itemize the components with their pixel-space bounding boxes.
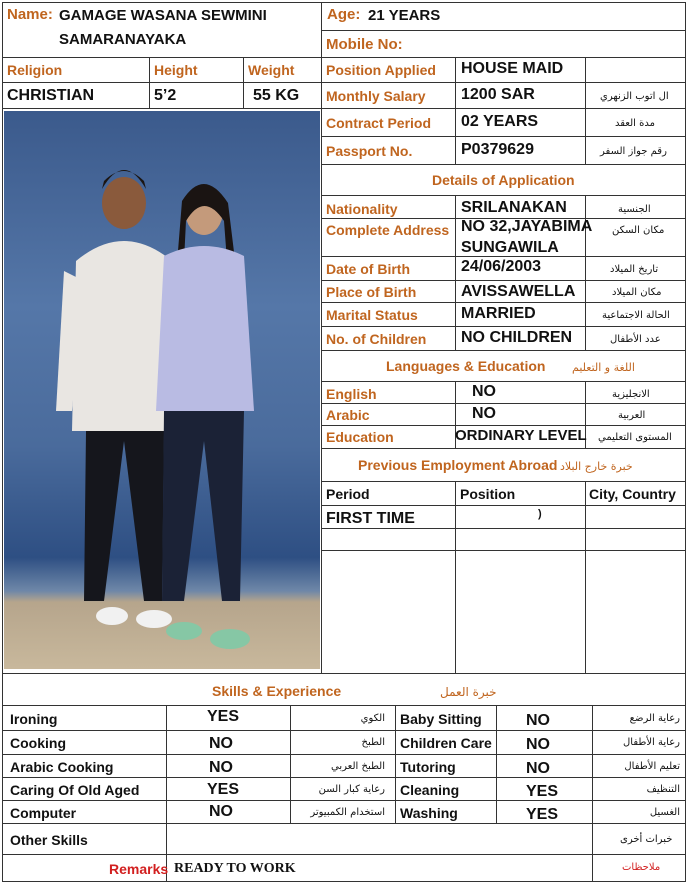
frame-right xyxy=(685,2,686,882)
rline-sal xyxy=(321,108,685,109)
skill-right-label: Tutoring xyxy=(400,759,456,775)
sv-4 xyxy=(496,705,497,823)
skill-right-value: YES xyxy=(526,806,559,823)
dob-label: Date of Birth xyxy=(326,261,410,277)
languages-section-title: Languages & Education xyxy=(386,358,546,374)
skill-right-value: NO xyxy=(526,712,550,729)
rline-emp1 xyxy=(321,528,685,529)
languages-section-arabic: اللغة و التعليم xyxy=(572,361,635,374)
rline-pass xyxy=(321,164,685,165)
passport-label: Passport No. xyxy=(326,143,413,159)
pob-arabic: مكان الميلاد xyxy=(612,287,662,298)
contract-value: 02 YEARS xyxy=(461,113,539,130)
rline-dob xyxy=(321,280,685,281)
address-value-line1: NO 32,JAYABIMA xyxy=(461,218,593,235)
divider-phys-hdr xyxy=(2,82,322,83)
arabic-value: NO xyxy=(472,405,496,422)
frame-top xyxy=(2,2,686,3)
remarks-value: READY TO WORK xyxy=(174,861,296,876)
sline-2 xyxy=(2,754,686,755)
skill-right-value: NO xyxy=(526,760,550,777)
skill-left-value: NO xyxy=(209,735,233,752)
divider-main xyxy=(321,2,322,673)
divider-v2 xyxy=(243,57,244,108)
other-skills-arabic: خبرات أخرى xyxy=(620,834,673,845)
rline-eng xyxy=(321,403,685,404)
skill-left-label: Cooking xyxy=(10,735,66,751)
nationality-value: SRILANAKAN xyxy=(461,199,567,216)
applicant-photo xyxy=(4,111,320,669)
arabic-label: Arabic xyxy=(326,407,370,423)
english-value: NO xyxy=(472,383,496,400)
skills-section-arabic: خبرة العمل xyxy=(440,685,497,699)
religion-value: CHRISTIAN xyxy=(7,87,95,104)
address-arabic: مكان السكن xyxy=(612,225,665,236)
skill-right-value: NO xyxy=(526,736,550,753)
remarks-label: Remarks xyxy=(109,861,169,877)
skill-left-arabic: استخدام الكمبيوتر xyxy=(310,807,385,818)
skill-right-arabic: تعليم الأطفال xyxy=(624,761,680,772)
skill-left-label: Computer xyxy=(10,805,77,821)
skill-right-arabic: الغسيل xyxy=(649,807,680,818)
rline-mobile xyxy=(321,57,685,58)
address-label: Complete Address xyxy=(326,222,450,238)
skill-right-arabic: التنظيف xyxy=(646,784,680,795)
height-label: Height xyxy=(154,62,198,78)
skill-left-value: YES xyxy=(207,708,240,725)
rv-ar-d xyxy=(585,481,586,673)
employment-col-position: Position xyxy=(460,486,516,502)
sline-1 xyxy=(2,730,686,731)
nationality-arabic: الجنسية xyxy=(618,204,651,215)
applicant-photo-figures xyxy=(4,111,320,669)
marital-value: MARRIED xyxy=(461,305,536,322)
age-label: Age: xyxy=(327,6,361,23)
sline-4 xyxy=(2,800,686,801)
sv-1 xyxy=(166,705,167,881)
rline-emphdr xyxy=(321,505,685,506)
skill-right-label: Cleaning xyxy=(400,782,460,798)
rv-val-a xyxy=(455,57,456,164)
passport-arabic: رقم جواز السفر xyxy=(600,146,667,157)
position-label: Position Applied xyxy=(326,62,436,78)
rline-lang xyxy=(321,381,685,382)
sv-3 xyxy=(395,705,396,823)
arabic-arabic: العربية xyxy=(618,410,646,421)
rline-age xyxy=(321,30,685,31)
employment-row1-position: ) xyxy=(538,508,542,520)
age-value: 21 YEARS xyxy=(368,7,441,24)
rline-pob xyxy=(321,302,685,303)
contract-label: Contract Period xyxy=(326,115,432,131)
rv-val-b xyxy=(455,195,456,350)
rline-mar xyxy=(321,326,685,327)
rline-addr xyxy=(321,256,685,257)
rline-emp xyxy=(321,481,685,482)
rline-end xyxy=(2,673,686,674)
skill-right-arabic: رعاية الرضع xyxy=(629,713,680,724)
address-value-line2: SUNGAWILA xyxy=(461,239,559,256)
marital-arabic: الحالة الاجتماعية xyxy=(602,310,670,321)
children-value: NO CHILDREN xyxy=(461,329,573,346)
education-arabic: المستوى التعليمي xyxy=(598,432,672,443)
sline-3 xyxy=(2,777,686,778)
pob-label: Place of Birth xyxy=(326,284,417,300)
mobile-label: Mobile No: xyxy=(326,36,403,53)
remarks-arabic: ملاحظات xyxy=(622,862,661,873)
skill-left-arabic: رعاية كبار السن xyxy=(318,784,385,795)
skill-left-arabic: الطبخ العربي xyxy=(331,761,385,772)
skill-left-arabic: الكوي xyxy=(360,713,385,724)
salary-value: 1200 SAR xyxy=(461,86,535,103)
name-value-line1: GAMAGE WASANA SEWMINI xyxy=(59,7,267,24)
name-label: Name: xyxy=(7,6,53,23)
skill-left-label: Caring Of Old Aged xyxy=(10,782,140,798)
rline-edu xyxy=(321,448,685,449)
employment-col-period: Period xyxy=(326,486,370,502)
skill-left-value: NO xyxy=(209,759,233,776)
position-value: HOUSE MAID xyxy=(461,60,564,77)
skill-right-label: Washing xyxy=(400,805,458,821)
dob-value: 24/06/2003 xyxy=(461,258,542,275)
skill-left-value: NO xyxy=(209,803,233,820)
skill-right-arabic: رعاية الأطفال xyxy=(623,737,680,748)
passport-value: P0379629 xyxy=(461,141,534,158)
skill-right-label: Baby Sitting xyxy=(400,711,482,727)
rv-val-d xyxy=(455,481,456,673)
divider-name xyxy=(2,57,322,58)
sv-2 xyxy=(290,705,291,823)
sv-5 xyxy=(592,705,593,881)
skill-left-arabic: الطبخ xyxy=(361,737,385,748)
rline-det xyxy=(321,195,685,196)
religion-label: Religion xyxy=(7,62,63,78)
divider-v1 xyxy=(149,57,150,108)
frame-bottom xyxy=(2,881,686,882)
rline-emp2 xyxy=(321,550,685,551)
education-value: ORDINARY LEVEL xyxy=(455,427,587,444)
height-value: 5’2 xyxy=(154,87,177,104)
rline-chi xyxy=(321,350,685,351)
marital-label: Marital Status xyxy=(326,307,418,323)
rline-con xyxy=(321,136,685,137)
rline-arb xyxy=(321,425,685,426)
english-arabic: الانجليزية xyxy=(612,389,650,400)
skill-left-label: Arabic Cooking xyxy=(10,759,114,775)
skill-right-value: YES xyxy=(526,783,559,800)
name-value-line2: SAMARANAYAKA xyxy=(59,31,187,48)
sline-hdr xyxy=(2,705,686,706)
education-label: Education xyxy=(326,429,394,445)
skill-left-value: YES xyxy=(207,781,240,798)
rv-ar-a xyxy=(585,57,586,164)
weight-label: Weight xyxy=(248,62,295,78)
skills-section-title: Skills & Experience xyxy=(212,683,342,699)
children-label: No. of Children xyxy=(326,331,427,347)
employment-col-city: City, Country xyxy=(589,486,676,502)
salary-label: Monthly Salary xyxy=(326,88,426,104)
sline-5 xyxy=(2,823,686,824)
employment-row1-period: FIRST TIME xyxy=(326,510,415,527)
skill-right-label: Children Care xyxy=(400,735,492,751)
weight-value: 55 KG xyxy=(253,87,300,104)
nationality-label: Nationality xyxy=(326,201,398,217)
other-skills-label: Other Skills xyxy=(10,832,88,848)
salary-arabic: ال اتوب الزنهري xyxy=(600,91,669,102)
employment-section-arabic: خبرة خارج البلاد xyxy=(560,460,633,473)
employment-section-title: Previous Employment Abroad xyxy=(358,457,558,473)
children-arabic: عدد الأطفال xyxy=(610,334,661,345)
divider-phys xyxy=(2,108,322,109)
english-label: English xyxy=(326,386,377,402)
contract-arabic: مدة العقد xyxy=(615,118,655,129)
frame-left xyxy=(2,2,3,882)
skill-left-label: Ironing xyxy=(10,711,58,727)
pob-value: AVISSAWELLA xyxy=(461,283,576,300)
rline-pos xyxy=(321,82,685,83)
details-section-title: Details of Application xyxy=(432,172,575,188)
sline-other xyxy=(2,854,686,855)
dob-arabic: تاريخ الميلاد xyxy=(610,264,659,275)
